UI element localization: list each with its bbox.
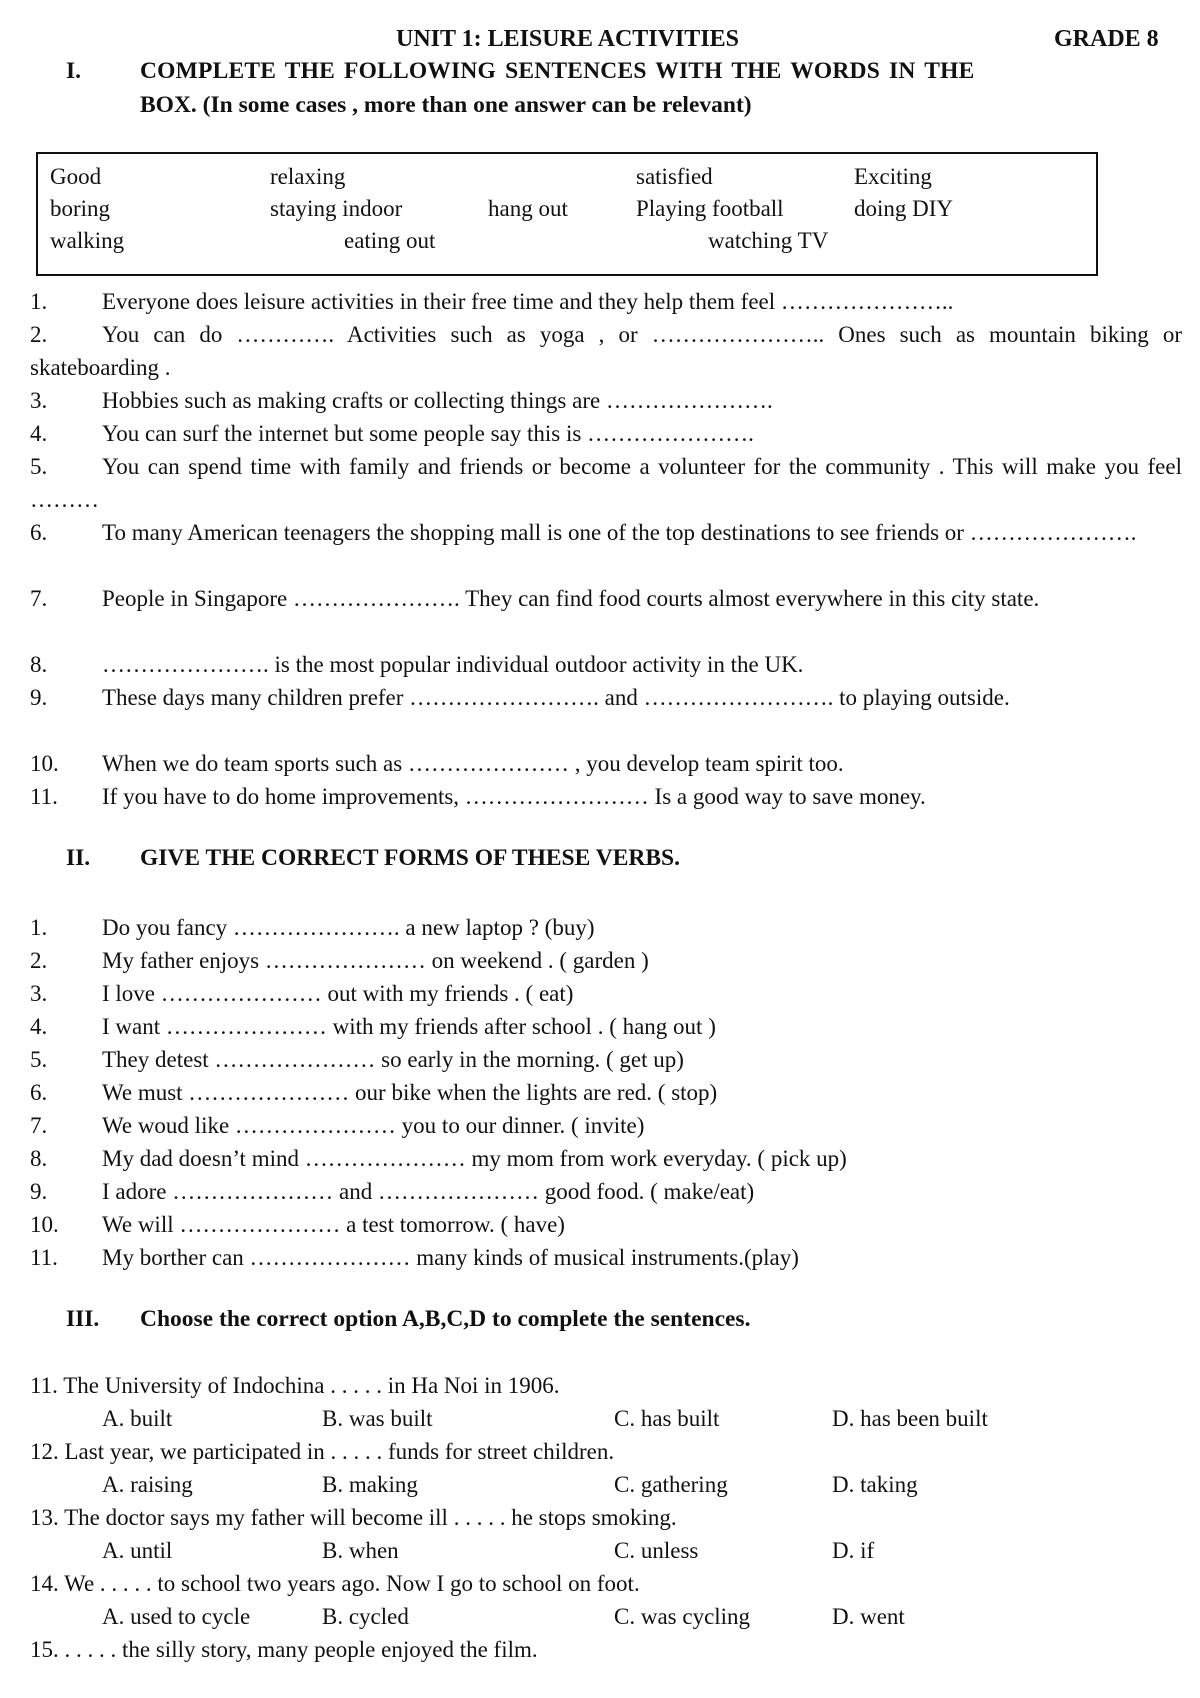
s2-item [30,1142,1182,1175]
s1-item-number: 1. [30,289,48,314]
s1-item-text: People in Singapore …………………. They can find food courts almost everywhere in this city state. [102,586,1040,611]
s2-item [30,1109,1182,1142]
s2-item-number: 5. [30,1047,48,1072]
mc-question-stem: 11. The University of Indochina . . . . . in Ha Noi in 1906. [30,1373,560,1398]
s2-item-text: My father enjoys ………………… on weekend . ( garden ) [102,948,649,973]
s2-item [30,1043,1182,1076]
word-box [36,152,1098,276]
s1-item [30,516,1182,549]
mc-option: C. gathering [614,1472,728,1497]
s1-item-number: 10. [30,751,59,776]
s2-item-text: I love ………………… out with my friends . ( eat) [102,981,574,1006]
section-3-heading-text: Choose the correct option A,B,C,D to complete the sentences. [140,1306,751,1332]
box-word: relaxing [270,164,346,189]
s1-item-text: …………………. is the most popular individual outdoor activity in the UK. [102,652,804,677]
mc-option: A. raising [102,1472,193,1497]
mc-option: C. was cycling [614,1604,751,1629]
s1-item-number: 5. [30,454,48,479]
mc-question-stem: 13. The doctor says my father will become ill . . . . . he stops smoking. [30,1505,677,1530]
s1-item [30,681,1182,714]
s2-item-text: I want ………………… with my friends after school . ( hang out ) [102,1014,716,1039]
s1-item-text: You can do …………. Activities such as yoga , or ………………….. Ones such as mountain biking or skateboarding . [30,322,1182,380]
mc-option: A. until [102,1538,173,1563]
s2-item-number: 3. [30,981,48,1006]
section-3-number: III. [66,1306,100,1332]
s1-item-text: You can surf the internet but some people say this is …………………. [102,421,754,446]
s1-item-number: 3. [30,388,48,413]
s2-item [30,944,1182,977]
box-word: boring [50,196,111,221]
s1-item-text: Everyone does leisure activities in their free time and they help them feel ………………….. [102,289,954,314]
s2-item-number: 9. [30,1179,48,1204]
s1-item [30,582,1182,615]
box-word: eating out [344,228,436,253]
mc-option: C. unless [614,1538,699,1563]
box-word: Playing football [636,196,784,221]
s2-item [30,977,1182,1010]
box-word: watching TV [708,228,829,253]
s2-item [30,1010,1182,1043]
section-2-number: II. [66,845,91,871]
s1-item [30,417,1182,450]
mc-question-stem: 15. . . . . . the silly story, many people enjoyed the film. [30,1637,538,1662]
mc-option: B. making [322,1472,418,1497]
s1-item-number: 4. [30,421,48,446]
s1-item-number: 7. [30,586,48,611]
box-word: staying indoor [270,196,403,221]
s1-item [30,384,1182,417]
mc-option: B. was built [322,1406,433,1431]
s2-item-number: 11. [30,1245,58,1270]
grade-label: GRADE 8 [1054,26,1159,52]
s1-item-number: 11. [30,784,58,809]
s1-item [30,450,1182,516]
section-1-number: I. [66,58,82,84]
box-word: doing DIY [854,196,954,221]
s1-item-number: 6. [30,520,48,545]
s1-item-text: If you have to do home improvements, …………………… Is a good way to save money. [102,784,926,809]
s1-item [30,747,1182,780]
s1-item-text: You can spend time with family and friends or become a volunteer for the community . This will make you feel ……… [30,454,1182,512]
s2-item-text: I adore ………………… and ………………… good food. ( make/eat) [102,1179,755,1204]
mc-question-stem: 14. We . . . . . to school two years ago. Now I go to school on foot. [30,1571,640,1596]
s2-item [30,911,1182,944]
s1-item [30,648,1182,681]
mc-option: D. went [832,1604,905,1629]
s2-item-text: My dad doesn’t mind ………………… my mom from work everyday. ( pick up) [102,1146,847,1171]
s2-item-text: We must ………………… our bike when the lights are red. ( stop) [102,1080,718,1105]
s1-item-text: Hobbies such as making crafts or collecting things are …………………. [102,388,773,413]
mc-option: A. used to cycle [102,1604,251,1629]
s2-item-number: 10. [30,1212,59,1237]
s1-item [30,780,1182,813]
s2-item-number: 6. [30,1080,48,1105]
s2-item-number: 4. [30,1014,48,1039]
s2-item-text: They detest ………………… so early in the morning. ( get up) [102,1047,684,1072]
box-word: Exciting [854,164,932,189]
s1-item-text: To many American teenagers the shopping mall is one of the top destinations to see friends or …………………. [102,520,1137,545]
s1-item-number: 8. [30,652,48,677]
s2-item-number: 7. [30,1113,48,1138]
s1-item-text: These days many children prefer ……………………. and ……………………. to playing outside. [102,685,1010,710]
s2-item-number: 1. [30,915,48,940]
box-word: walking [50,228,125,253]
s2-item-text: We will ………………… a test tomorrow. ( have) [102,1212,565,1237]
s2-item-number: 8. [30,1146,48,1171]
mc-option: D. if [832,1538,875,1563]
mc-option: D. taking [832,1472,918,1497]
mc-option: B. cycled [322,1604,409,1629]
s1-item-text: When we do team sports such as ………………… , you develop team spirit too. [102,751,844,776]
s2-item [30,1076,1182,1109]
s2-item-text: Do you fancy …………………. a new laptop ? (buy) [102,915,595,940]
box-word: satisfied [636,164,713,189]
s2-item-text: My borther can ………………… many kinds of musical instruments.(play) [102,1245,799,1270]
section-1-heading-line1: COMPLETE THE FOLLOWING SENTENCES WITH THE WORDS IN THE [140,58,975,84]
mc-option: D. has been built [832,1406,988,1431]
section-2-heading-text: GIVE THE CORRECT FORMS OF THESE VERBS. [140,845,680,871]
s1-item-number: 2. [30,322,48,347]
s1-item [30,285,1182,318]
s2-item [30,1175,1182,1208]
s1-item-number: 9. [30,685,48,710]
mc-question-stem: 12. Last year, we participated in . . . . . funds for street children. [30,1439,615,1464]
section-1-heading-line2: BOX. (In some cases , more than one answer can be relevant) [140,92,752,118]
box-word: hang out [488,196,568,221]
s2-item [30,1208,1182,1241]
s2-item [30,1241,1182,1274]
mc-option: C. has built [614,1406,720,1431]
mc-option: B. when [322,1538,399,1563]
box-word: Good [50,164,102,189]
s1-item [30,318,1182,384]
mc-option: A. built [102,1406,173,1431]
s2-item-number: 2. [30,948,48,973]
s2-item-text: We woud like ………………… you to our dinner. ( invite) [102,1113,645,1138]
unit-title: UNIT 1: LEISURE ACTIVITIES [396,26,740,52]
